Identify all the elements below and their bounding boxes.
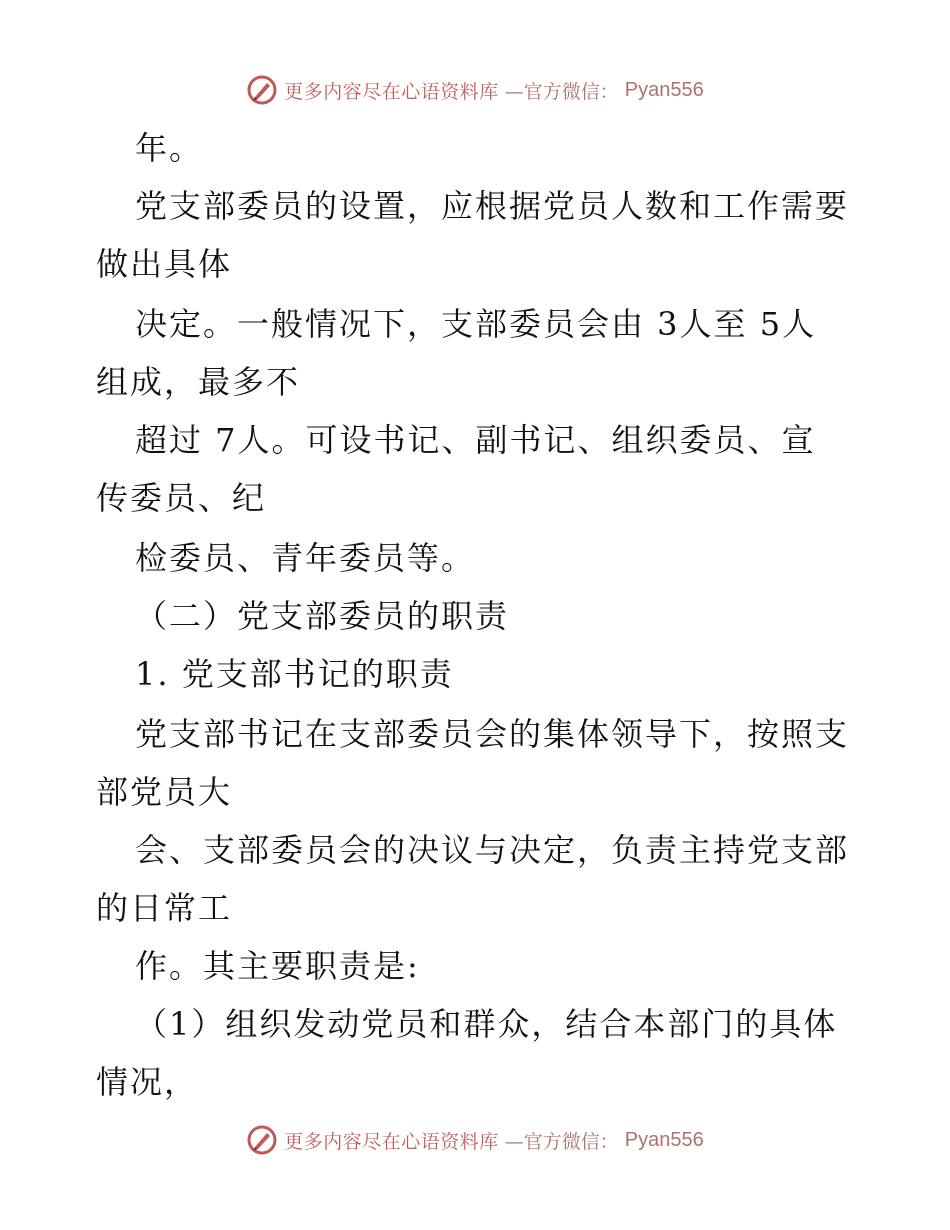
text-line: 超过 7人。可设书记、副书记、组织委员、宣 — [135, 421, 816, 459]
text-line: 党支部书记在支部委员会的集体领导下，按照支 — [135, 715, 850, 753]
text-line: 作。其主要职责是: — [135, 947, 420, 985]
watermark-separator-text: —官方微信： — [504, 80, 619, 103]
text-line: 的日常工 — [96, 889, 233, 927]
text-line: 决定。一般情况下，支部委员会由 3人至 5人 — [135, 305, 817, 343]
text-line: 部党员大 — [96, 773, 233, 811]
footer-watermark — [0, 1120, 950, 1160]
pen-logo-icon — [246, 1124, 278, 1156]
list-item-line: （1）组织发动党员和群众，结合本部门的具体 — [135, 1005, 838, 1043]
watermark-separator-text: —官方微信： — [504, 1130, 619, 1153]
watermark-account-text: Pyan556 — [624, 1128, 704, 1151]
text-line: 组成，最多不 — [96, 363, 301, 401]
subsection-heading: 1. 党支部书记的职责 — [135, 655, 454, 693]
text-line: 传委员、纪 — [96, 479, 267, 517]
watermark-account-text: Pyan556 — [624, 78, 704, 101]
watermark-site-text: 更多内容尽在心语资料库 — [284, 80, 499, 103]
text-line: 年。 — [135, 129, 204, 167]
text-line: 检委员、青年委员等。 — [135, 539, 476, 577]
text-line: 情况， — [96, 1063, 199, 1101]
text-line: 会、支部委员会的决议与决定，负责主持党支部 — [135, 831, 850, 869]
section-heading: （二）党支部委员的职责 — [135, 597, 510, 635]
text-line: 做出具体 — [96, 245, 233, 283]
watermark-site-text: 更多内容尽在心语资料库 — [284, 1130, 499, 1153]
text-line: 党支部委员的设置，应根据党员人数和工作需要 — [135, 187, 850, 225]
